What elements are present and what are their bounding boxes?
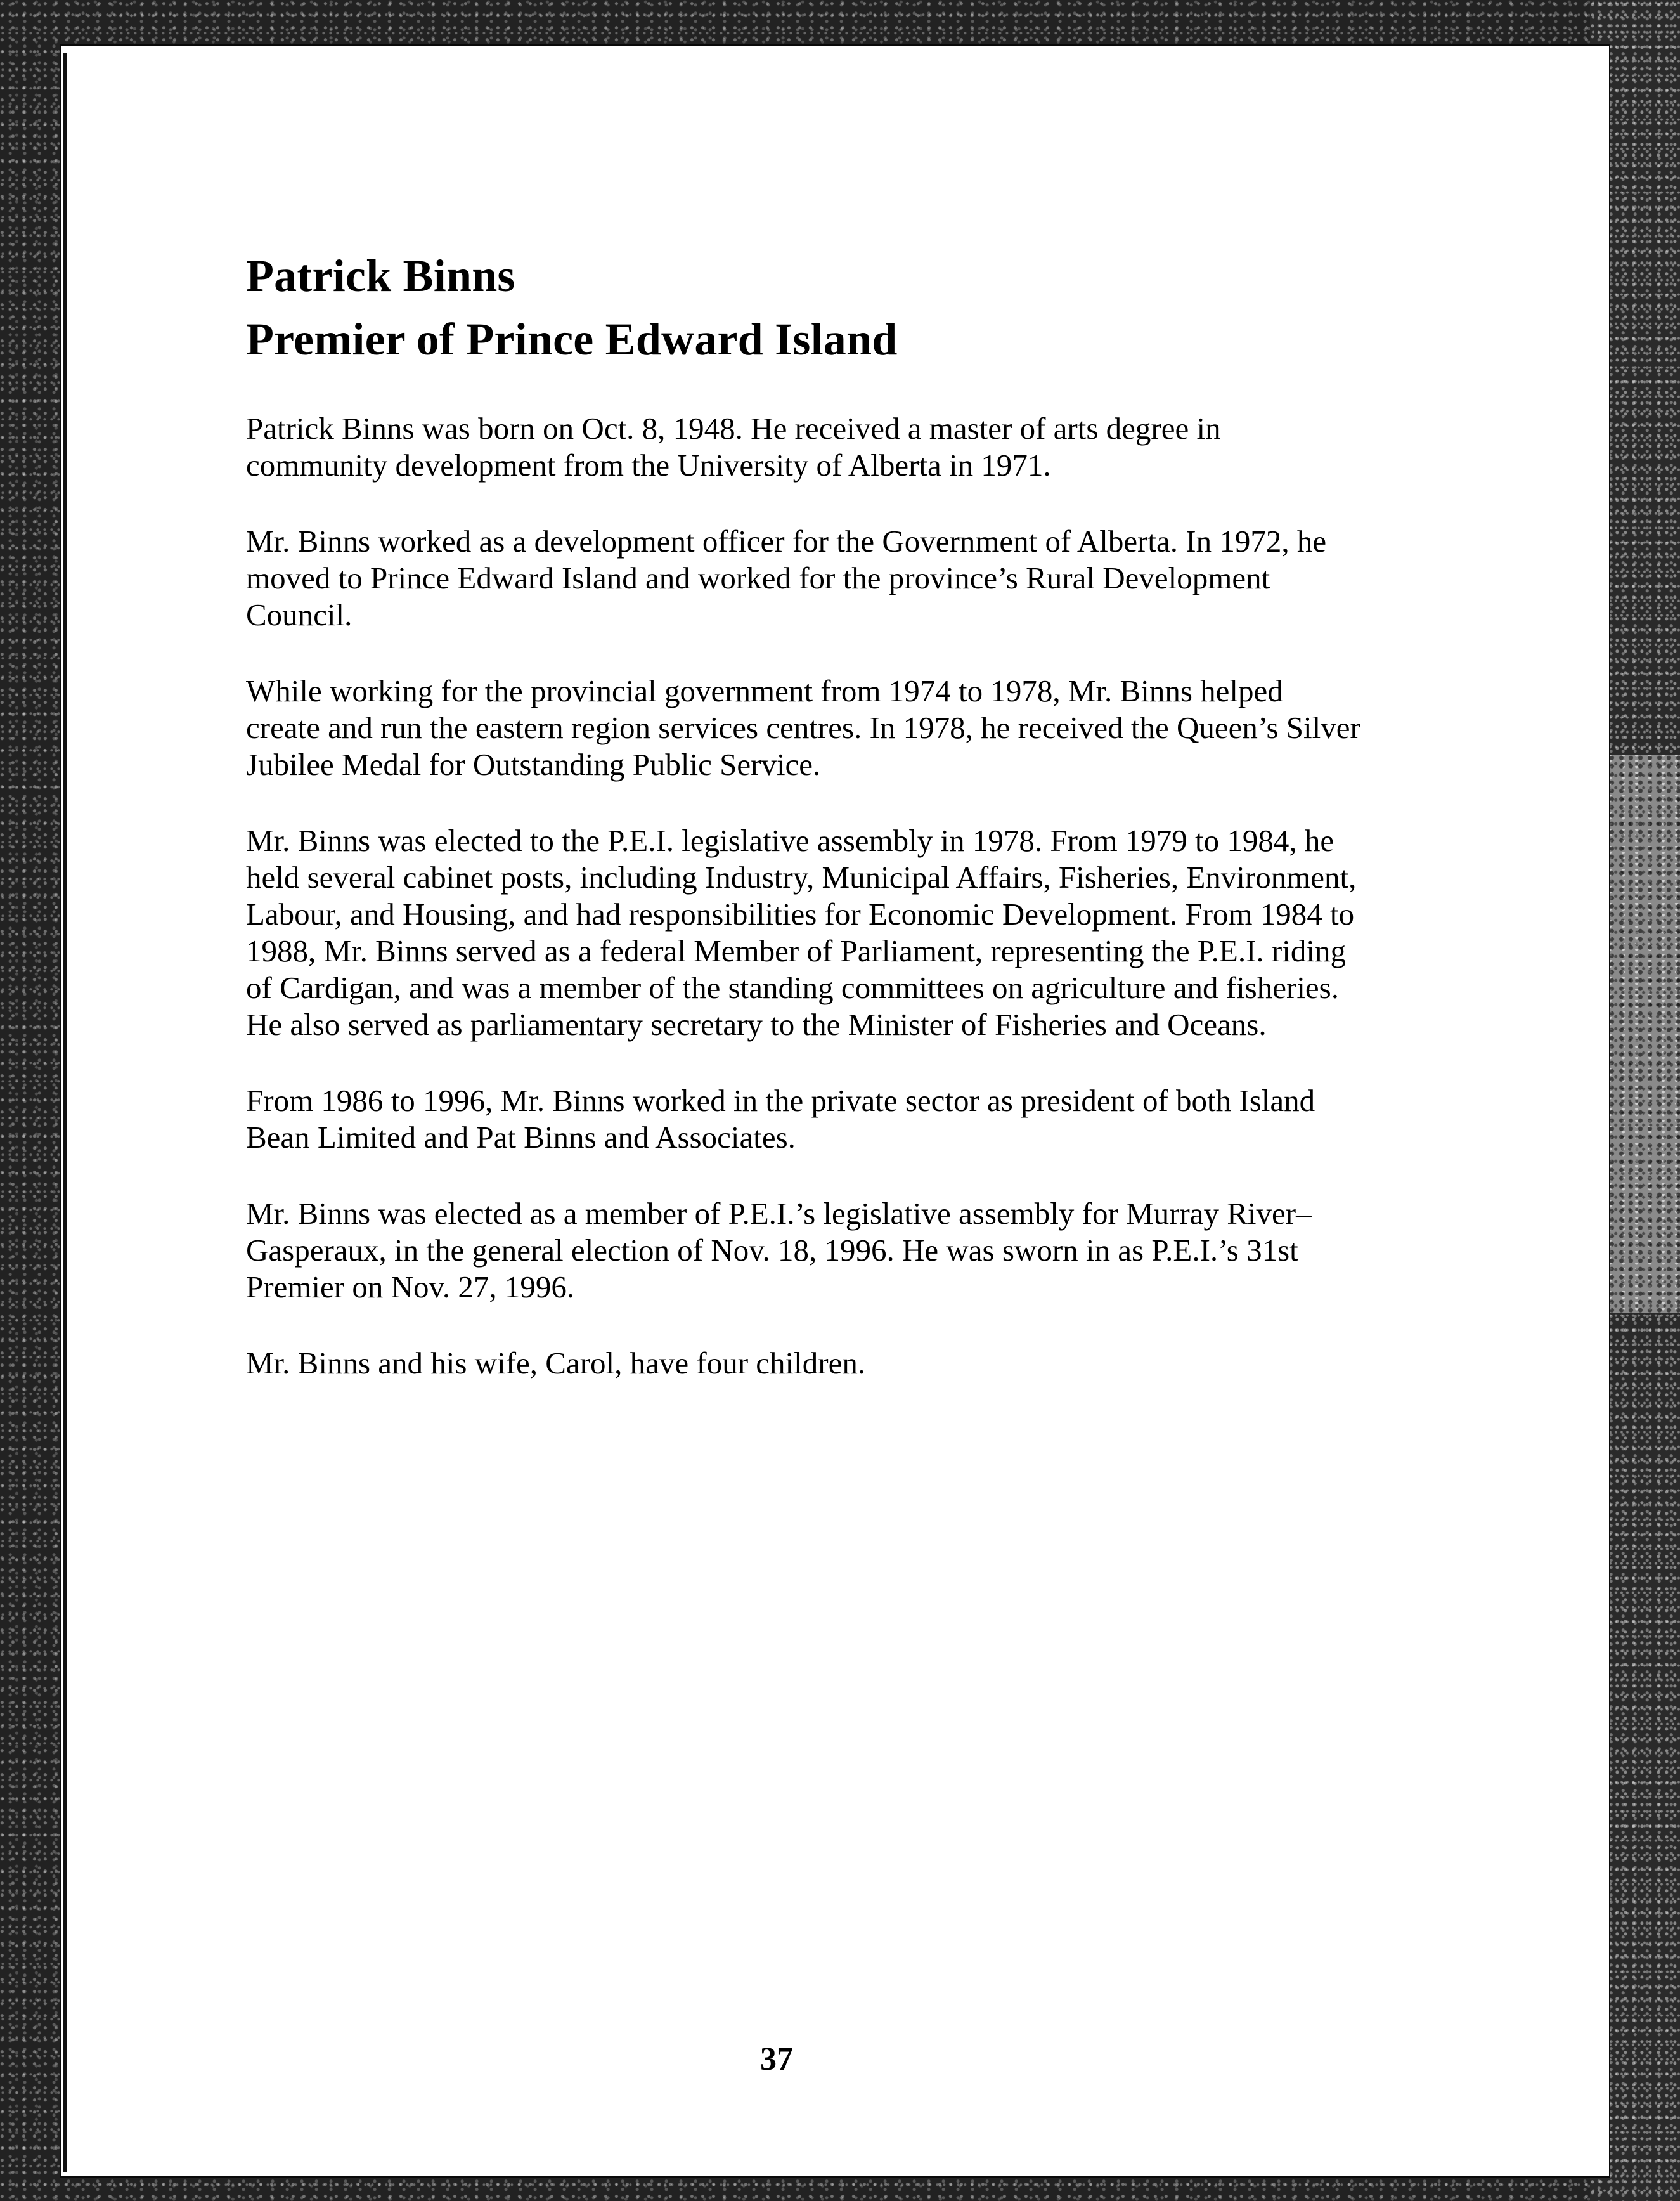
heading-block	[246, 244, 1362, 371]
page-title: Patrick Binns	[246, 250, 515, 301]
page-subtitle: Premier of Prince Edward Island	[246, 314, 898, 365]
paragraph-early-career: Mr. Binns worked as a development officer for the Government of Alberta. In 1972, he moved to Prince Edward Island and worked for the province’s Rural Development Council.	[246, 524, 1327, 632]
page-number: 37	[760, 2041, 793, 2077]
paragraph-family: Mr. Binns and his wife, Carol, have four children.	[246, 1346, 866, 1380]
paragraph-private-sector: From 1986 to 1996, Mr. Binns worked in the private sector as president of both Island Bean Limited and Pat Binns and Associates.	[246, 1083, 1315, 1155]
paragraph-provincial-government: While working for the provincial government from 1974 to 1978, Mr. Binns helped create and run the eastern region services centres. In 1978, he received the Queen’s Silver Jubilee Medal for Outstanding Public Service.	[246, 673, 1360, 782]
paragraph-political-career: Mr. Binns was elected to the P.E.I. legislative assembly in 1978. From 1979 to 1984, he held several cabinet posts, including Industry, Municipal Affairs, Fisheries, Environment, Labour, and Housing, and had responsibilities for Economic Development. From 1984 to 1988, Mr. Binns served as a federal Member of Parliament, representing the P.E.I. riding of Cardigan, and was a member of the standing committees on agriculture and fisheries. He also served as parliamentary secretary to the Minister of Fisheries and Oceans.	[246, 823, 1357, 1042]
paragraph-birth: Patrick Binns was born on Oct. 8, 1948. He received a master of arts degree in community development from the University of Alberta in 1971.	[246, 411, 1221, 483]
binding-margin-line	[63, 53, 67, 2172]
paragraph-premier: Mr. Binns was elected as a member of P.E.I.’s legislative assembly for Murray River–Gasperaux, in the general election of Nov. 18, 1996. He was sworn in as P.E.I.’s 31st Premier on Nov. 27, 1996.	[246, 1196, 1312, 1304]
document-body	[246, 244, 1362, 1421]
